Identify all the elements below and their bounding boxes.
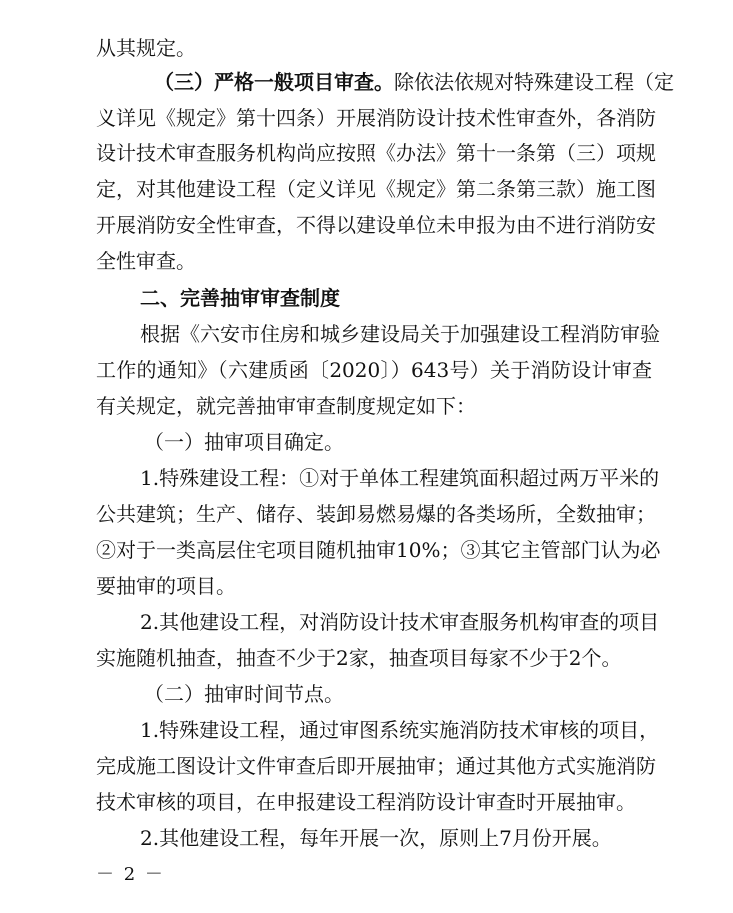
paragraph-line: ②对于一类高层住宅项目随机抽审10%；③其它主管部门认为必 bbox=[96, 538, 661, 562]
paragraph-line: 从其规定。 bbox=[96, 36, 196, 60]
paragraph-line: 义详见《规定》第十四条）开展消防设计技术性审查外，各消防 bbox=[96, 106, 656, 130]
paragraph-line: 工作的通知》（六建质函〔2020〕）643号）关于消防设计审查 bbox=[96, 358, 652, 382]
subheading-strict-review: （三）严格一般项目审查。 bbox=[154, 70, 394, 94]
paragraph-line: 有关规定，就完善抽审审查制度规定如下： bbox=[96, 394, 476, 418]
paragraph-line: 要抽审的项目。 bbox=[96, 574, 236, 598]
paragraph-line: 全性审查。 bbox=[96, 249, 196, 273]
paragraph-text: 除依法依规对特殊建设工程（定 bbox=[394, 70, 674, 94]
paragraph-line: 公共建筑；生产、储存、装卸易燃易爆的各类场所，全数抽审； bbox=[96, 502, 656, 526]
page-number: － 2 － bbox=[96, 864, 165, 885]
paragraph-line: 1.特殊建设工程：①对于单体工程建筑面积超过两万平米的 bbox=[140, 466, 660, 490]
subheading-line: （一）抽审项目确定。 bbox=[144, 430, 344, 454]
paragraph-line: 完成施工图设计文件审查后即开展抽审；通过其他方式实施消防 bbox=[96, 754, 656, 778]
paragraph-line: 1.特殊建设工程，通过审图系统实施消防技术审核的项目， bbox=[140, 718, 660, 742]
section-heading: 二、完善抽审审查制度 bbox=[140, 286, 340, 310]
paragraph-line: 技术审核的项目，在申报建设工程消防设计审查时开展抽审。 bbox=[96, 790, 636, 814]
paragraph-line: 2.其他建设工程，每年开展一次，原则上7月份开展。 bbox=[140, 826, 612, 850]
paragraph-line: 根据《六安市住房和城乡建设局关于加强建设工程消防审验 bbox=[140, 322, 660, 346]
paragraph-line: 定，对其他建设工程（定义详见《规定》第二条第三款）施工图 bbox=[96, 177, 656, 201]
paragraph-line: 开展消防安全性审查，不得以建设单位未申报为由不进行消防安 bbox=[96, 213, 656, 237]
paragraph-line: 2.其他建设工程，对消防设计技术审查服务机构审查的项目 bbox=[140, 610, 660, 634]
paragraph-line: 实施随机抽查，抽查不少于2家，抽查项目每家不少于2个。 bbox=[96, 646, 622, 670]
paragraph-line: 设计技术审查服务机构尚应按照《办法》第十一条第（三）项规 bbox=[96, 141, 656, 165]
paragraph-line bbox=[96, 70, 674, 94]
subheading-line: （二）抽审时间节点。 bbox=[144, 682, 344, 706]
